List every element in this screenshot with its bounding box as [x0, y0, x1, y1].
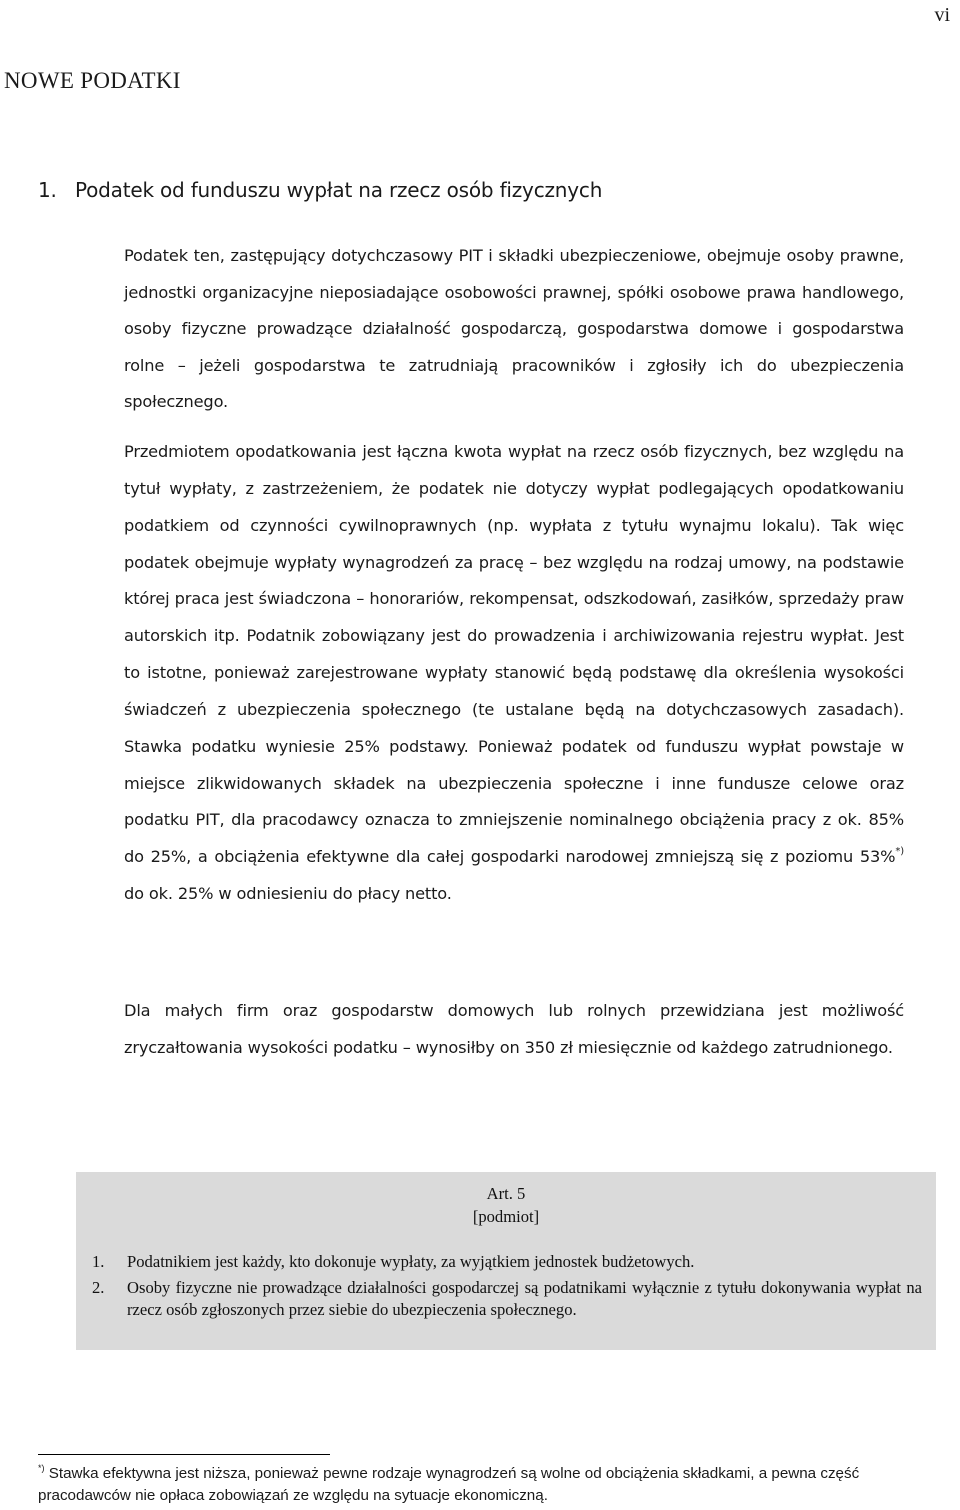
page-number: vi	[934, 4, 950, 26]
paragraph-subject-text: Przedmiotem opodatkowania jest łączna kwota wypłat na rzecz osób fizycznych, bez względu na tytuł wypłaty, z zastrzeżeniem, że podatek nie dotyczy wypłat podlegających opodatkowaniu podatkiem od czynności cywilnoprawnych (np. wypłata z tytułu wynajmu lokalu). Tak więc podatek obejmuje wypłaty wynagrodzeń za pracę – bez względu na rodzaj umowy, na podstawie której praca jest świadczona – honorariów, rekompensat, odszkodowań, zasiłków, sprzedaży praw autorskich itp. Podatnik zobowiązany jest do prowadzenia i archiwizowania rejestru wypłat. Jest to istotne, ponieważ zarejestrowane wypłaty stanowić będą podstawę dla określenia wysokości świadczeń z ubezpieczenia społecznego (te ustalane będą na dotychczasowych zasadach). Stawka podatku wyniesie 25% podstawy. Ponieważ podatek od funduszu wypłat powstaje w miejsce zlikwidowanych składek na ubezpieczenia społeczne i inne fundusze celowe oraz podatku PIT, dla pracodawcy oznacza to zmniejszenie nominalnego obciążenia pracy z ok. 85% do 25%, a obciążenia efektywne dla całej gospodarki narodowej zmniejszą się z poziomu 53%	[124, 442, 904, 867]
footnote-mark: *)	[38, 1463, 45, 1473]
article-box	[76, 1172, 936, 1350]
article-item	[92, 1277, 922, 1322]
main-title: NOWE PODATKI	[4, 68, 181, 93]
footnote-reference: *)	[895, 846, 904, 858]
section-number: 1.	[38, 178, 57, 202]
article-items	[92, 1251, 922, 1325]
footnote	[38, 1463, 922, 1507]
footnote-text: Stawka efektywna jest niższa, ponieważ pewne rodzaje wynagrodzeń są wolne od obciążenia składkami, a pewna część pracodawców nie opłaca zobowiązań ze względu na sytuacje ekonomiczną.	[38, 1465, 860, 1504]
article-item-text: Osoby fizyczne nie prowadzące działalności gospodarczej są podatnikami wyłącznie z tytułu dokonywania wypłat na rzecz osób zgłoszonych przez siebie do ubezpieczenia społecznego.	[127, 1277, 922, 1320]
section-title: Podatek od funduszu wypłat na rzecz osób fizycznych	[75, 178, 603, 202]
paragraph-scope: Podatek ten, zastępujący dotychczasowy PIT i składki ubezpieczeniowe, obejmuje osoby prawne, jednostki organizacyjne nieposiadające osobowości prawnej, spółki osobowe prawa handlowego, osoby fizyczne prowadzące działalność gospodarczą, gospodarstwa domowe i gospodarstwa rolne – jeżeli gospodarstwa te zatrudniają pracowników i zgłosiły ich do ubezpieczenia społecznego.	[124, 246, 904, 412]
paragraph-small-firms: Dla małych firm oraz gospodarstw domowych lub rolnych przewidziana jest możliwość zryczałtowania wysokości podatku – wynosiłby on 350 zł miesięcznie od każdego zatrudnionego.	[124, 1001, 904, 1057]
section-heading	[38, 178, 602, 202]
article-item-number: 2.	[92, 1277, 105, 1297]
article-item-text: Podatnikiem jest każdy, kto dokonuje wypłaty, za wyjątkiem jednostek budżetowych.	[127, 1252, 695, 1271]
article-subtitle: [podmiot]	[472, 1207, 540, 1226]
article-item-number: 1.	[92, 1252, 105, 1271]
paragraph-subject	[124, 434, 904, 913]
paragraph-subject-tail: do ok. 25% w odniesieniu do płacy netto.	[124, 884, 452, 904]
article-item	[92, 1251, 922, 1274]
footnote-separator	[38, 1454, 330, 1455]
article-title: Art. 5	[486, 1184, 526, 1203]
